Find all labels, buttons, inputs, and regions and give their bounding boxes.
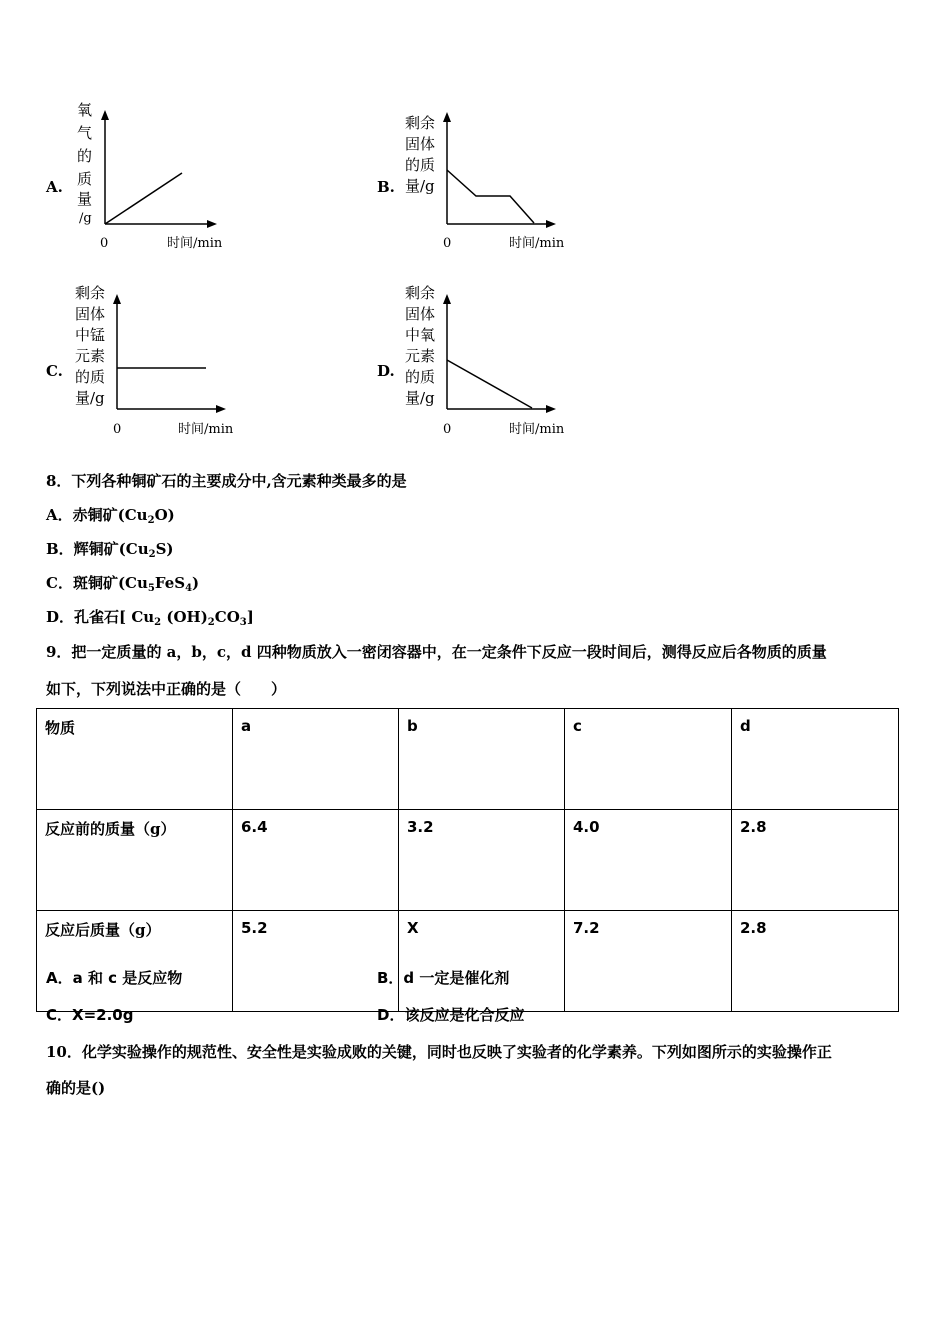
graph-a-x-arrow xyxy=(207,220,217,228)
graph-c-ylabel-5: 量/g xyxy=(75,389,105,407)
graph-c-x-arrow xyxy=(216,405,226,413)
table-cell: c xyxy=(565,709,732,810)
graph-c-xlabel: 时间/min xyxy=(178,422,234,437)
q10-stem-line2: 确的是() xyxy=(46,1079,106,1097)
graph-a-y-arrow xyxy=(101,110,109,120)
q8-stem: 8．下列各种铜矿石的主要成分中,含元素种类最多的是 xyxy=(46,472,407,490)
table-cell: 反应后质量（g） xyxy=(37,911,233,1012)
graph-d-origin: 0 xyxy=(443,422,452,437)
graph-b-data-line xyxy=(447,170,534,223)
graph-d-y-arrow xyxy=(443,294,451,304)
table-cell: 物质 xyxy=(37,709,233,810)
q8-option-a: A．赤铜矿$(Cu_2O)$ xyxy=(46,506,175,526)
q9-stem-line1: 9．把一定质量的 a，b，c，d 四种物质放入一密闭容器中，在一定条件下反应一段时间后，测得反应后各物质的质量 xyxy=(46,643,827,661)
graph-b-ylabel-0: 剩余 xyxy=(405,114,436,132)
q9-stem-line2: 如下，下列说法中正确的是（ ） xyxy=(46,680,287,698)
graph-a-ylabel-0: 氧 xyxy=(77,101,93,119)
table-cell: X xyxy=(399,911,565,1012)
graph-b-origin: 0 xyxy=(443,236,452,251)
graph-c-ylabel-4: 的质 xyxy=(75,368,106,386)
q9-option-a: A．a 和 c 是反应物 xyxy=(46,969,183,987)
graph-c-ylabel-1: 固体 xyxy=(75,305,106,323)
q8-option-d: D．孔雀石[ $Cu_2$ $(OH)_2CO_3$] xyxy=(46,608,254,628)
graph-d xyxy=(404,280,579,440)
table-row xyxy=(37,911,899,1012)
table-row xyxy=(37,709,899,810)
q8-option-c: C．斑铜矿$(Cu_5FeS_4)$ xyxy=(46,574,200,594)
graph-d-label: D. xyxy=(377,362,395,380)
table-cell: 2.8 xyxy=(732,911,899,1012)
graph-c-svg xyxy=(74,280,249,440)
graph-a xyxy=(70,98,240,258)
graph-b-svg xyxy=(404,98,579,258)
graph-b-ylabel-2: 的质 xyxy=(405,156,436,174)
graph-b-ylabel-1: 固体 xyxy=(405,135,436,153)
graph-a-svg xyxy=(70,98,240,258)
graph-c-ylabel-2: 中锰 xyxy=(75,326,106,344)
graph-c-ylabel-0: 剩余 xyxy=(75,284,106,302)
graph-b-ylabel-3: 量/g xyxy=(405,177,435,195)
table-cell: d xyxy=(732,709,899,810)
graph-d-ylabel-0: 剩余 xyxy=(405,284,436,302)
graph-d-ylabel-5: 量/g xyxy=(405,389,435,407)
graph-d-ylabel-2: 中氧 xyxy=(405,326,436,344)
q9-option-c: C．X=2.0g xyxy=(46,1006,134,1024)
graph-a-ylabel-3: 质 xyxy=(77,170,93,188)
graph-a-origin: 0 xyxy=(100,236,109,251)
table-cell: 2.8 xyxy=(732,810,899,911)
graph-c-label: C. xyxy=(46,362,63,380)
table-cell: 4.0 xyxy=(565,810,732,911)
graph-b-label: B. xyxy=(377,178,395,196)
graph-b xyxy=(404,98,579,258)
graph-a-xlabel: 时间/min xyxy=(167,236,223,251)
graph-a-ylabel-2: 的 xyxy=(77,147,93,165)
table-cell: 5.2 xyxy=(233,911,399,1012)
graph-b-y-arrow xyxy=(443,112,451,122)
graph-d-xlabel: 时间/min xyxy=(509,422,565,437)
table-cell: 6.4 xyxy=(233,810,399,911)
graph-a-ylabel-4: 量 xyxy=(77,190,93,208)
graph-c-origin: 0 xyxy=(113,422,122,437)
table-cell: 3.2 xyxy=(399,810,565,911)
q9-option-b: B．d 一定是催化剂 xyxy=(377,969,510,987)
table-row xyxy=(37,810,899,911)
table-cell: 反应前的质量（g） xyxy=(37,810,233,911)
graph-d-svg xyxy=(404,280,579,440)
graph-d-ylabel-1: 固体 xyxy=(405,305,436,323)
graph-c-ylabel-3: 元素 xyxy=(75,347,106,365)
graph-c-y-arrow xyxy=(113,294,121,304)
graph-b-xlabel: 时间/min xyxy=(509,236,565,251)
graph-a-label: A. xyxy=(46,178,63,196)
graph-a-ylabel-1: 气 xyxy=(77,124,93,142)
table-cell: 7.2 xyxy=(565,911,732,1012)
graph-c xyxy=(74,280,249,440)
graph-d-data-line xyxy=(447,360,532,408)
graph-a-ylabel-5: /g xyxy=(79,211,92,226)
graph-d-ylabel-3: 元素 xyxy=(405,347,436,365)
table-cell: b xyxy=(399,709,565,810)
q10-stem-line1: 10．化学实验操作的规范性、安全性是实验成败的关键，同时也反映了实验者的化学素养。下列如图所示的实验操作正 xyxy=(46,1043,832,1061)
table-cell: a xyxy=(233,709,399,810)
graph-b-x-arrow xyxy=(546,220,556,228)
graph-d-ylabel-4: 的质 xyxy=(405,368,436,386)
graph-a-data-line xyxy=(105,173,182,224)
q8-option-b: B．辉铜矿$(Cu_2S)$ xyxy=(46,540,174,560)
graph-d-x-arrow xyxy=(546,405,556,413)
q9-option-d: D．该反应是化合反应 xyxy=(377,1006,525,1024)
